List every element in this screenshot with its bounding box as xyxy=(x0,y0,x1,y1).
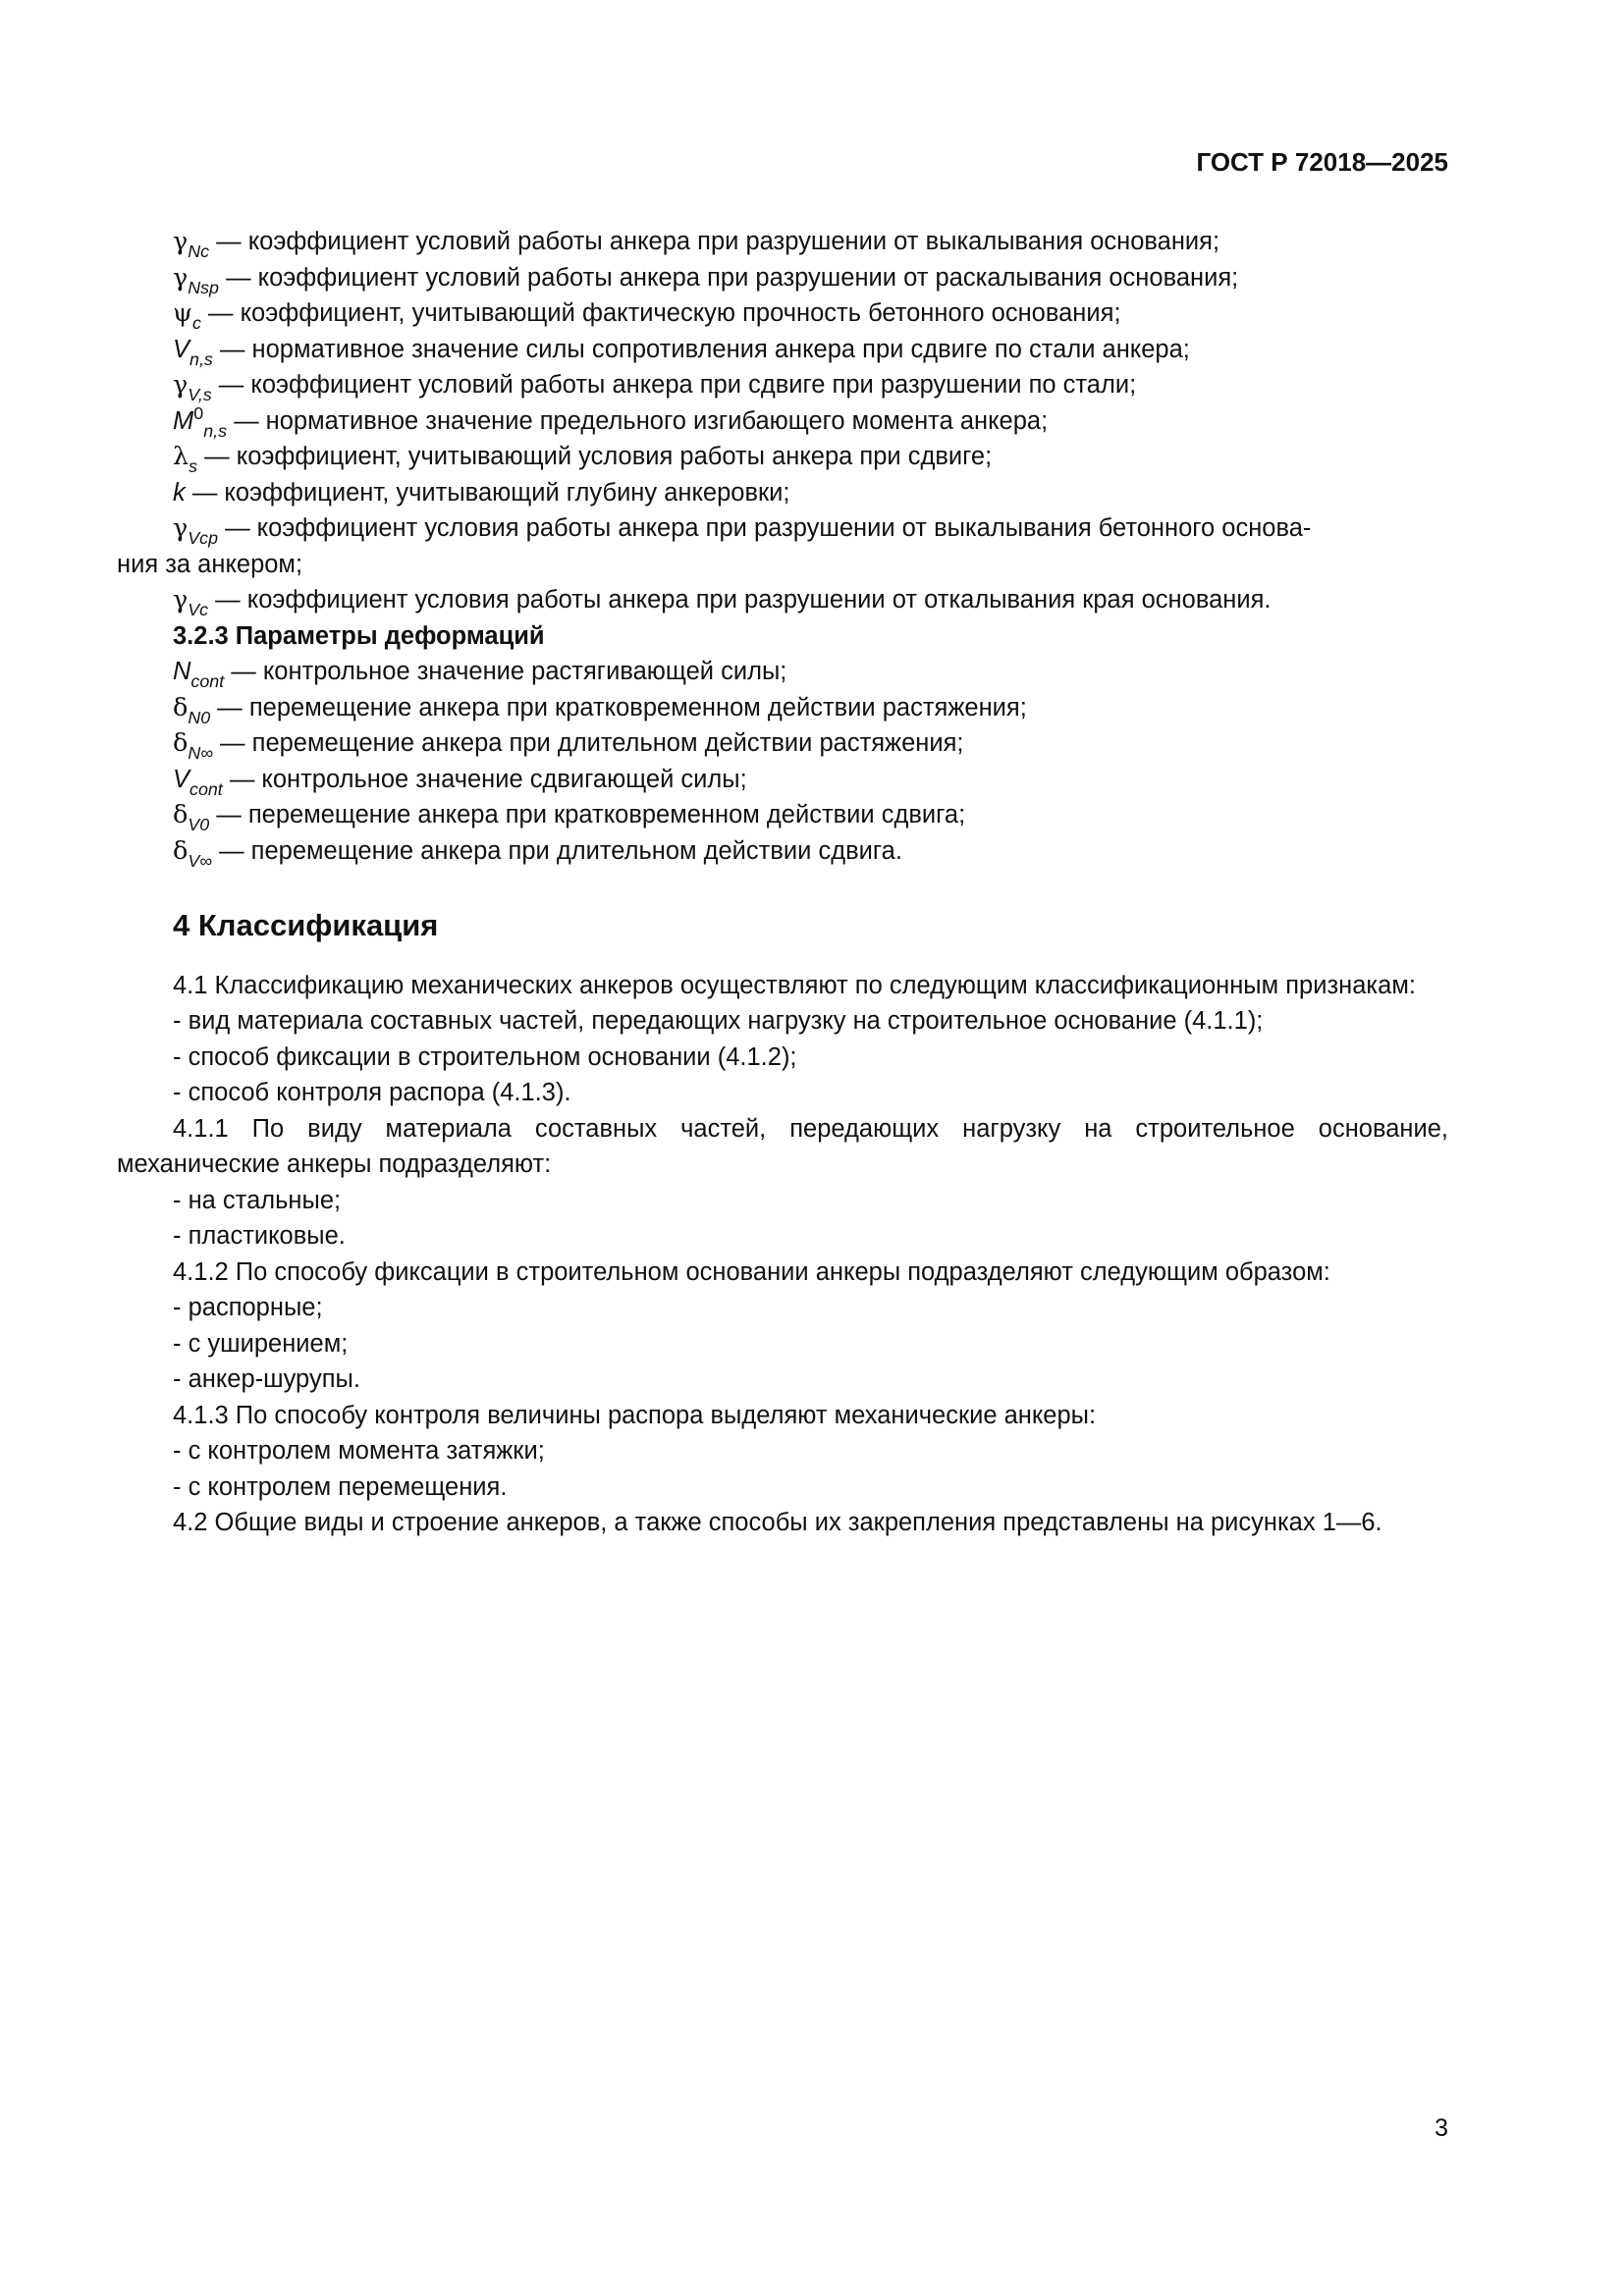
symbol-subscript: n,s xyxy=(189,348,213,369)
list-item: - способ фиксации в строительном основании (4.1.2); xyxy=(173,1042,797,1071)
definition-text: — перемещение анкера при кратковременном действии растяжения; xyxy=(210,693,1027,721)
definition-text: — перемещение анкера при кратковременном действии сдвига; xyxy=(209,801,966,828)
symbol: γ xyxy=(173,227,189,256)
definition-text: — нормативное значение силы сопротивления анкера при сдвиге по стали анкера; xyxy=(212,335,1190,363)
definition-text: — коэффициент, учитывающий фактическую прочность бетонного основания; xyxy=(200,299,1121,327)
symbol-definition xyxy=(117,797,1448,833)
symbol-subscript: V0 xyxy=(188,815,210,835)
page-number: 3 xyxy=(1435,2114,1448,2142)
symbol: γ xyxy=(173,370,189,400)
list-item: - с уширением; xyxy=(173,1329,349,1358)
bullet-list-4-1 xyxy=(117,1003,1448,1111)
symbol: k xyxy=(173,478,186,507)
paragraph-4-1-1: 4.1.1 По виду материала составных частей, передающих нагрузку на строительное основание, механические анкеры подразделяют: xyxy=(117,1114,1448,1178)
symbol: γ xyxy=(173,513,189,543)
symbol-definition xyxy=(117,582,1448,618)
symbol-definition xyxy=(117,260,1448,296)
symbol: δ xyxy=(173,835,189,866)
symbols-list-b xyxy=(117,439,1448,618)
definition-text: — нормативное значение предельного изгибающего момента анкера; xyxy=(227,406,1049,435)
symbol-definition xyxy=(117,224,1448,260)
paragraph-4-1-2: 4.1.2 По способу фиксации в строительном основании анкеры подразделяют следующим образом: xyxy=(173,1257,1330,1286)
list-item: - на стальные; xyxy=(173,1186,342,1214)
symbol: V xyxy=(173,335,190,363)
symbol-subscript: N0 xyxy=(188,707,211,727)
symbol: V xyxy=(173,765,190,793)
symbol-definition xyxy=(117,654,1448,690)
list-item: - с контролем перемещения. xyxy=(173,1472,508,1501)
symbol-definition xyxy=(117,332,1448,368)
subsection-heading: 3.2.3 Параметры деформаций xyxy=(173,621,545,650)
symbol: λ xyxy=(173,442,189,471)
symbol-subscript: cont xyxy=(189,778,223,799)
document-id: ГОСТ Р 72018—2025 xyxy=(1196,147,1448,177)
symbol: δ xyxy=(173,800,189,829)
symbol-definition xyxy=(117,367,1448,403)
symbol: N xyxy=(173,658,191,685)
definition-text: — коэффициент условий работы анкера при разрушении от раскалывания основания; xyxy=(218,263,1239,292)
list-item: - вид материала составных частей, передающих нагрузку на строительное основание (4.1.1); xyxy=(173,1007,1264,1035)
symbol-definition-moment xyxy=(117,403,1448,440)
symbol-subscript: s xyxy=(189,456,198,477)
symbols-list-c xyxy=(117,654,1448,869)
definition-text: — коэффициент условия работы анкера при разрушении от откалывания края основания. xyxy=(208,586,1272,614)
symbol-subscript: cont xyxy=(190,671,225,692)
paragraph-4-2: 4.2 Общие виды и строение анкеров, а также способы их закрепления представлены на рисунках 1—6. xyxy=(173,1509,1382,1536)
list-item: - анкер-шурупы. xyxy=(173,1365,360,1393)
definition-text: — перемещение анкера при длительном действии растяжения; xyxy=(212,729,964,757)
symbol-subscript: n,s xyxy=(203,420,227,441)
list-item: - распорные; xyxy=(173,1294,323,1321)
symbol-definition xyxy=(117,725,1448,762)
symbol-definition xyxy=(117,439,1448,475)
definition-text: — коэффициент, учитывающий условия работы анкера при сдвиге; xyxy=(197,443,993,470)
symbol-subscript: Nc xyxy=(188,241,210,262)
symbol-subscript: V,s xyxy=(188,385,212,405)
symbol-superscript: 0 xyxy=(193,402,204,423)
symbol-subscript: Vc xyxy=(188,600,209,620)
symbol: γ xyxy=(173,262,189,293)
bullet-list-4-1-2 xyxy=(117,1290,1448,1398)
symbol-subscript: V∞ xyxy=(188,850,212,871)
symbols-list-a xyxy=(117,224,1448,403)
symbol: γ xyxy=(173,585,189,614)
definition-text: — перемещение анкера при длительном действии сдвига. xyxy=(211,836,902,865)
definition-text: — коэффициент условий работы анкера при разрушении от выкалывания основания; xyxy=(209,228,1220,255)
definition-text: — контрольное значение растягивающей силы; xyxy=(224,658,787,685)
symbol: δ xyxy=(173,728,189,758)
definition-text: — коэффициент, учитывающий глубину анкеровки; xyxy=(185,478,790,507)
symbol-subscript: c xyxy=(192,313,201,334)
symbol-subscript: N∞ xyxy=(188,743,213,764)
symbol-definition xyxy=(117,475,1448,511)
section-heading: 4 Классификация xyxy=(173,908,439,942)
document-body xyxy=(117,224,1448,1541)
bullet-list-4-1-3 xyxy=(117,1433,1448,1505)
symbol: M xyxy=(173,406,194,435)
symbol-definition xyxy=(117,510,1448,547)
symbol-definition xyxy=(117,833,1448,870)
symbol-definition xyxy=(117,762,1448,798)
symbol-subscript: Vcp xyxy=(188,528,218,549)
symbol: ψ xyxy=(173,298,192,328)
symbol: δ xyxy=(173,692,189,722)
symbol-definition xyxy=(117,690,1448,726)
definition-text: — коэффициент условий работы анкера при сдвиге при разрушении по стали; xyxy=(211,371,1137,399)
bullet-list-4-1-1 xyxy=(117,1183,1448,1255)
definition-continuation: ния за анкером; xyxy=(117,550,303,578)
list-item: - способ контроля распора (4.1.3). xyxy=(173,1079,571,1106)
list-item: - пластиковые. xyxy=(173,1222,346,1250)
definition-text: — контрольное значение сдвигающей силы; xyxy=(222,765,747,793)
definition-text: — коэффициент условия работы анкера при разрушении от выкалывания бетонного основа- xyxy=(218,514,1312,542)
paragraph-4-1-3: 4.1.3 По способу контроля величины распора выделяют механические анкеры: xyxy=(173,1401,1097,1429)
symbol-definition xyxy=(117,295,1448,332)
paragraph-4-1: 4.1 Классификацию механических анкеров осуществляют по следующим классификационным признакам: xyxy=(173,971,1416,999)
list-item: - с контролем момента затяжки; xyxy=(173,1437,545,1465)
symbol-subscript: Nsp xyxy=(188,277,219,297)
